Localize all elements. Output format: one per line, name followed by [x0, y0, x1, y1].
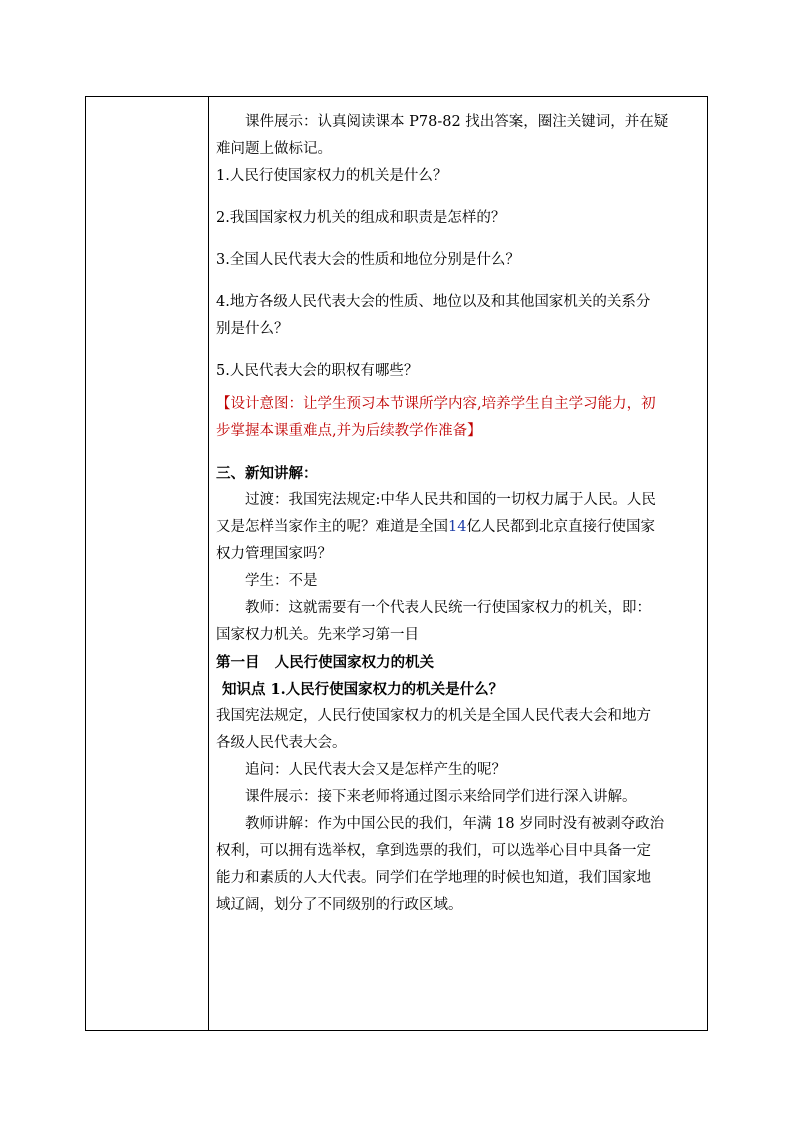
teacher-explain-line-2: 权利，可以拥有选举权，拿到选票的我们，可以选举心目中具备一定 [216, 843, 651, 859]
question-1: 1.人民行使国家权力的机关是什么？ [216, 168, 448, 184]
teacher-line-1: 教师：这就需要有一个代表人民统一行使国家权力的机关，即： [245, 600, 651, 616]
population-number: 14 [448, 519, 467, 535]
question-3: 3.全国人民代表大会的性质和地位分别是什么？ [216, 252, 520, 268]
student-answer: 学生：不是 [245, 573, 318, 589]
section-heading: 三、新知讲解： [216, 465, 318, 482]
constitution-line-1: 我国宪法规定，人民行使国家权力的机关是全国人民代表大会和地方 [216, 708, 651, 724]
design-intent-line-1: 【设计意图：让学生预习本节课所学内容,培养学生自主学习能力，初 [216, 396, 656, 412]
transition-line-3: 权力管理国家吗？ [216, 546, 332, 562]
courseware-line-2: 难问题上做标记。 [216, 141, 332, 157]
knowledge-point-1: 知识点 1.人民行使国家权力的机关是什么？ [222, 681, 504, 698]
question-2: 2.我国国家权力机关的组成和职责是怎样的？ [216, 210, 506, 226]
question-5: 5.人民代表大会的职权有哪些？ [216, 363, 419, 379]
transition-line-2: 又是怎样当家作主的呢？难道是全国14亿人民都到北京直接行使国家 [216, 519, 655, 535]
question-4-line-2: 别是什么？ [216, 321, 289, 337]
column-divider [208, 97, 209, 1030]
constitution-line-2: 各级人民代表大会。 [216, 735, 347, 751]
lesson-table [85, 96, 708, 1031]
courseware-line-1: 课件展示：认真阅读课本 P78-82 找出答案，圈注关键词，并在疑 [245, 114, 669, 130]
follow-up-question: 追问：人民代表大会又是怎样产生的呢？ [245, 762, 506, 778]
teacher-line-2: 国家权力机关。先来学习第一目 [216, 627, 419, 643]
lesson-content [216, 109, 700, 919]
question-4-line-1: 4.地方各级人民代表大会的性质、地位以及和其他国家机关的关系分 [216, 294, 651, 310]
courseware-display: 课件展示：接下来老师将通过图示来给同学们进行深入讲解。 [245, 789, 637, 805]
teacher-explain-line-4: 域辽阔，划分了不同级别的行政区域。 [216, 897, 463, 913]
teacher-explain-line-3: 能力和素质的人大代表。同学们在学地理的时候也知道，我们国家地 [216, 870, 651, 886]
design-intent-line-2: 步掌握本课重难点,并为后续教学作准备】 [216, 423, 482, 439]
transition-line-1: 过渡：我国宪法规定:中华人民共和国的一切权力属于人民。人民 [245, 492, 656, 508]
unit-heading: 第一目 人民行使国家权力的机关 [216, 654, 435, 671]
teacher-explain-line-1: 教师讲解：作为中国公民的我们，年满 18 岁同时没有被剥夺政治 [245, 816, 665, 832]
